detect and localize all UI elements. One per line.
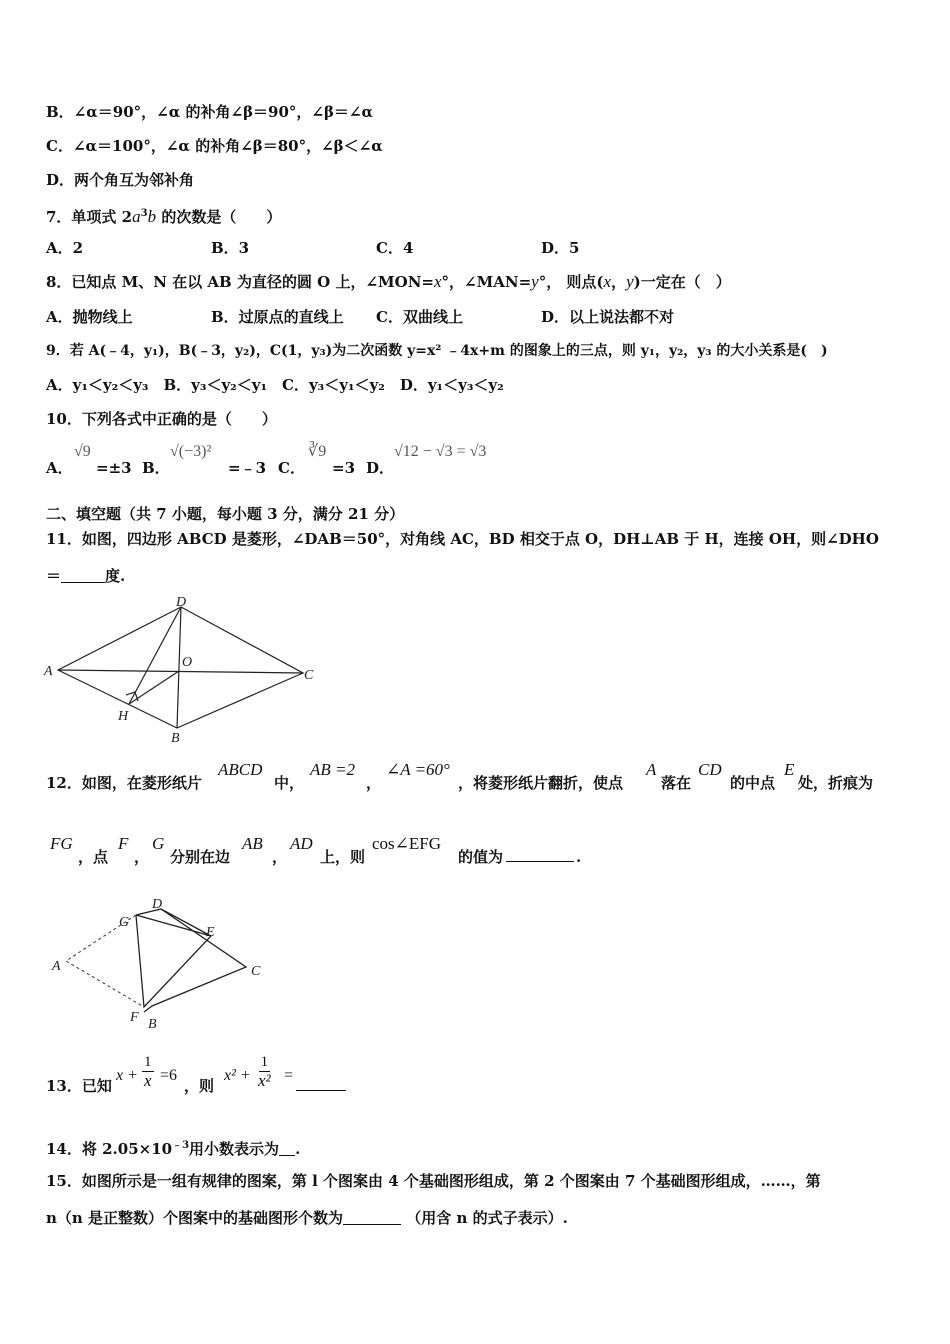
q7-option-b: B．3: [211, 239, 250, 257]
label-e: E: [206, 925, 215, 940]
q8-option-a: A．抛物线上: [46, 308, 133, 326]
label-d: D: [176, 595, 187, 610]
q11-answer-line: ＝ 度.: [46, 567, 126, 585]
q13-stem: 13．已知 x + $\frac{1}{x}$ =6 ，则 x² + $\frac{1}{\text{x²}}$ =: [46, 1054, 446, 1100]
label-d: D: [152, 897, 163, 912]
label-o: O: [182, 655, 193, 670]
label-a: A: [44, 664, 53, 679]
diagonal-bd: [177, 607, 181, 728]
segment-de: [161, 909, 211, 936]
q6-option-b: B．∠α＝90°，∠α 的补角∠β＝90°，∠β＝∠α: [46, 103, 374, 121]
label-a: A: [52, 959, 61, 974]
q10-b-expr: √(−3)²: [170, 443, 212, 460]
label-b: B: [148, 1017, 157, 1032]
dashed-original-position: [66, 915, 144, 1007]
q11-stem: 11．如图，四边形 ABCD 是菱形，∠DAB＝50°，对角线 AC，BD 相交于点 O，DH⊥AB 于 H，连接 OH，则∠DHO: [46, 530, 879, 548]
label-g: G: [119, 915, 130, 930]
q11-answer-blank[interactable]: [61, 568, 105, 583]
q13-fraction-1: $\frac{1}{x}$: [143, 1054, 152, 1090]
q15-stem-line1: 15．如图所示是一组有规律的图案，第 l 个图案由 4 个基础图形组成，第 2 个图案由 7 个基础图形组成，……，第: [46, 1172, 821, 1190]
q12-stem-line1: 12．如图，在菱形纸片 ABCD 中， AB =2 ， ∠A =60° ，将菱形纸片翻折，使点 A 落在 CD 的中点 E 处，折痕为: [46, 760, 874, 792]
folded-triangle-efg: [136, 915, 211, 1007]
q7-option-a: A．2: [46, 239, 84, 257]
q8-option-c: C．双曲线上: [376, 308, 463, 326]
label-f: F: [130, 1010, 139, 1025]
label-c: C: [251, 964, 261, 979]
q6-option-c: C．∠α＝100°，∠α 的补角∠β＝80°，∠β＜∠α: [46, 137, 383, 155]
q10-d-expr: √12 − √3 = √3: [394, 443, 487, 460]
segment-oh: [129, 671, 179, 704]
q12-stem-line2: FG ，点 F ， G 分别在边 AB ， AD 上，则 cos∠EFG 的值为 .: [50, 834, 582, 866]
q7-option-c: C．4: [376, 239, 414, 257]
label-b: B: [171, 731, 180, 746]
q13-answer-blank[interactable]: [296, 1076, 346, 1091]
q10-c-expr: ∛9: [308, 443, 327, 460]
q14-answer-blank[interactable]: [279, 1141, 295, 1156]
section-2-heading: 二、填空题（共 7 小题，每小题 3 分，满分 21 分）: [46, 505, 405, 523]
label-c: C: [304, 668, 314, 683]
q7-stem: 7．单项式 $2a^3b$ 的次数是（ ）: [46, 207, 282, 226]
label-h: H: [118, 709, 129, 724]
q10-options: A． √9 =±3 B． √(−3)² =﹣3 C． ∛9 =3 D． √12 − √3 = √3: [46, 443, 487, 477]
diagonal-ac: [58, 670, 303, 673]
q10-a-expr: √9: [74, 443, 91, 460]
q6-option-d: D．两个角互为邻补角: [46, 171, 195, 189]
q13-fraction-2: $\frac{1}{\text{x²}}$: [258, 1054, 271, 1090]
q7-option-d: D．5: [541, 239, 580, 257]
q8-option-b: B．过原点的直线上: [211, 308, 344, 326]
segment-dh: [129, 607, 181, 704]
q15-stem-line2: n（n 是正整数）个图案中的基础图形个数为 （用含 n 的式子表示）.: [46, 1209, 568, 1227]
q11-rhombus-figure: [40, 594, 330, 746]
q9-stem: 9．若 A(﹣4，y₁)，B(﹣3，y₂)，C(1，y₃)为二次函数 y=x² ﹣4x+m 的图象上的三点，则 y₁，y₂，y₃ 的大小关系是( ): [46, 343, 828, 359]
q8-stem: 8．已知点 M、N 在以 AB 为直径的圆 O 上，∠MON=x°，∠MAN=y°， 则点(x，y)一定在（ ）: [46, 272, 731, 291]
q9-options: A．y₁＜y₂＜y₃ B．y₃＜y₂＜y₁ C．y₃＜y₁＜y₂ D．y₁＜y₃＜y₂: [46, 376, 504, 394]
q12-fold-figure: [46, 890, 276, 1032]
q10-stem: 10．下列各式中正确的是（ ）: [46, 410, 277, 428]
rhombus-remaining-sides: [136, 909, 246, 1012]
q14-stem: 14．将 $2.05\times 10^{﹣3}$用小数表示为 .: [46, 1140, 301, 1158]
q12-answer-blank[interactable]: [506, 847, 574, 862]
q8-option-d: D．以上说法都不对: [541, 308, 675, 326]
q15-answer-blank[interactable]: [343, 1210, 401, 1225]
